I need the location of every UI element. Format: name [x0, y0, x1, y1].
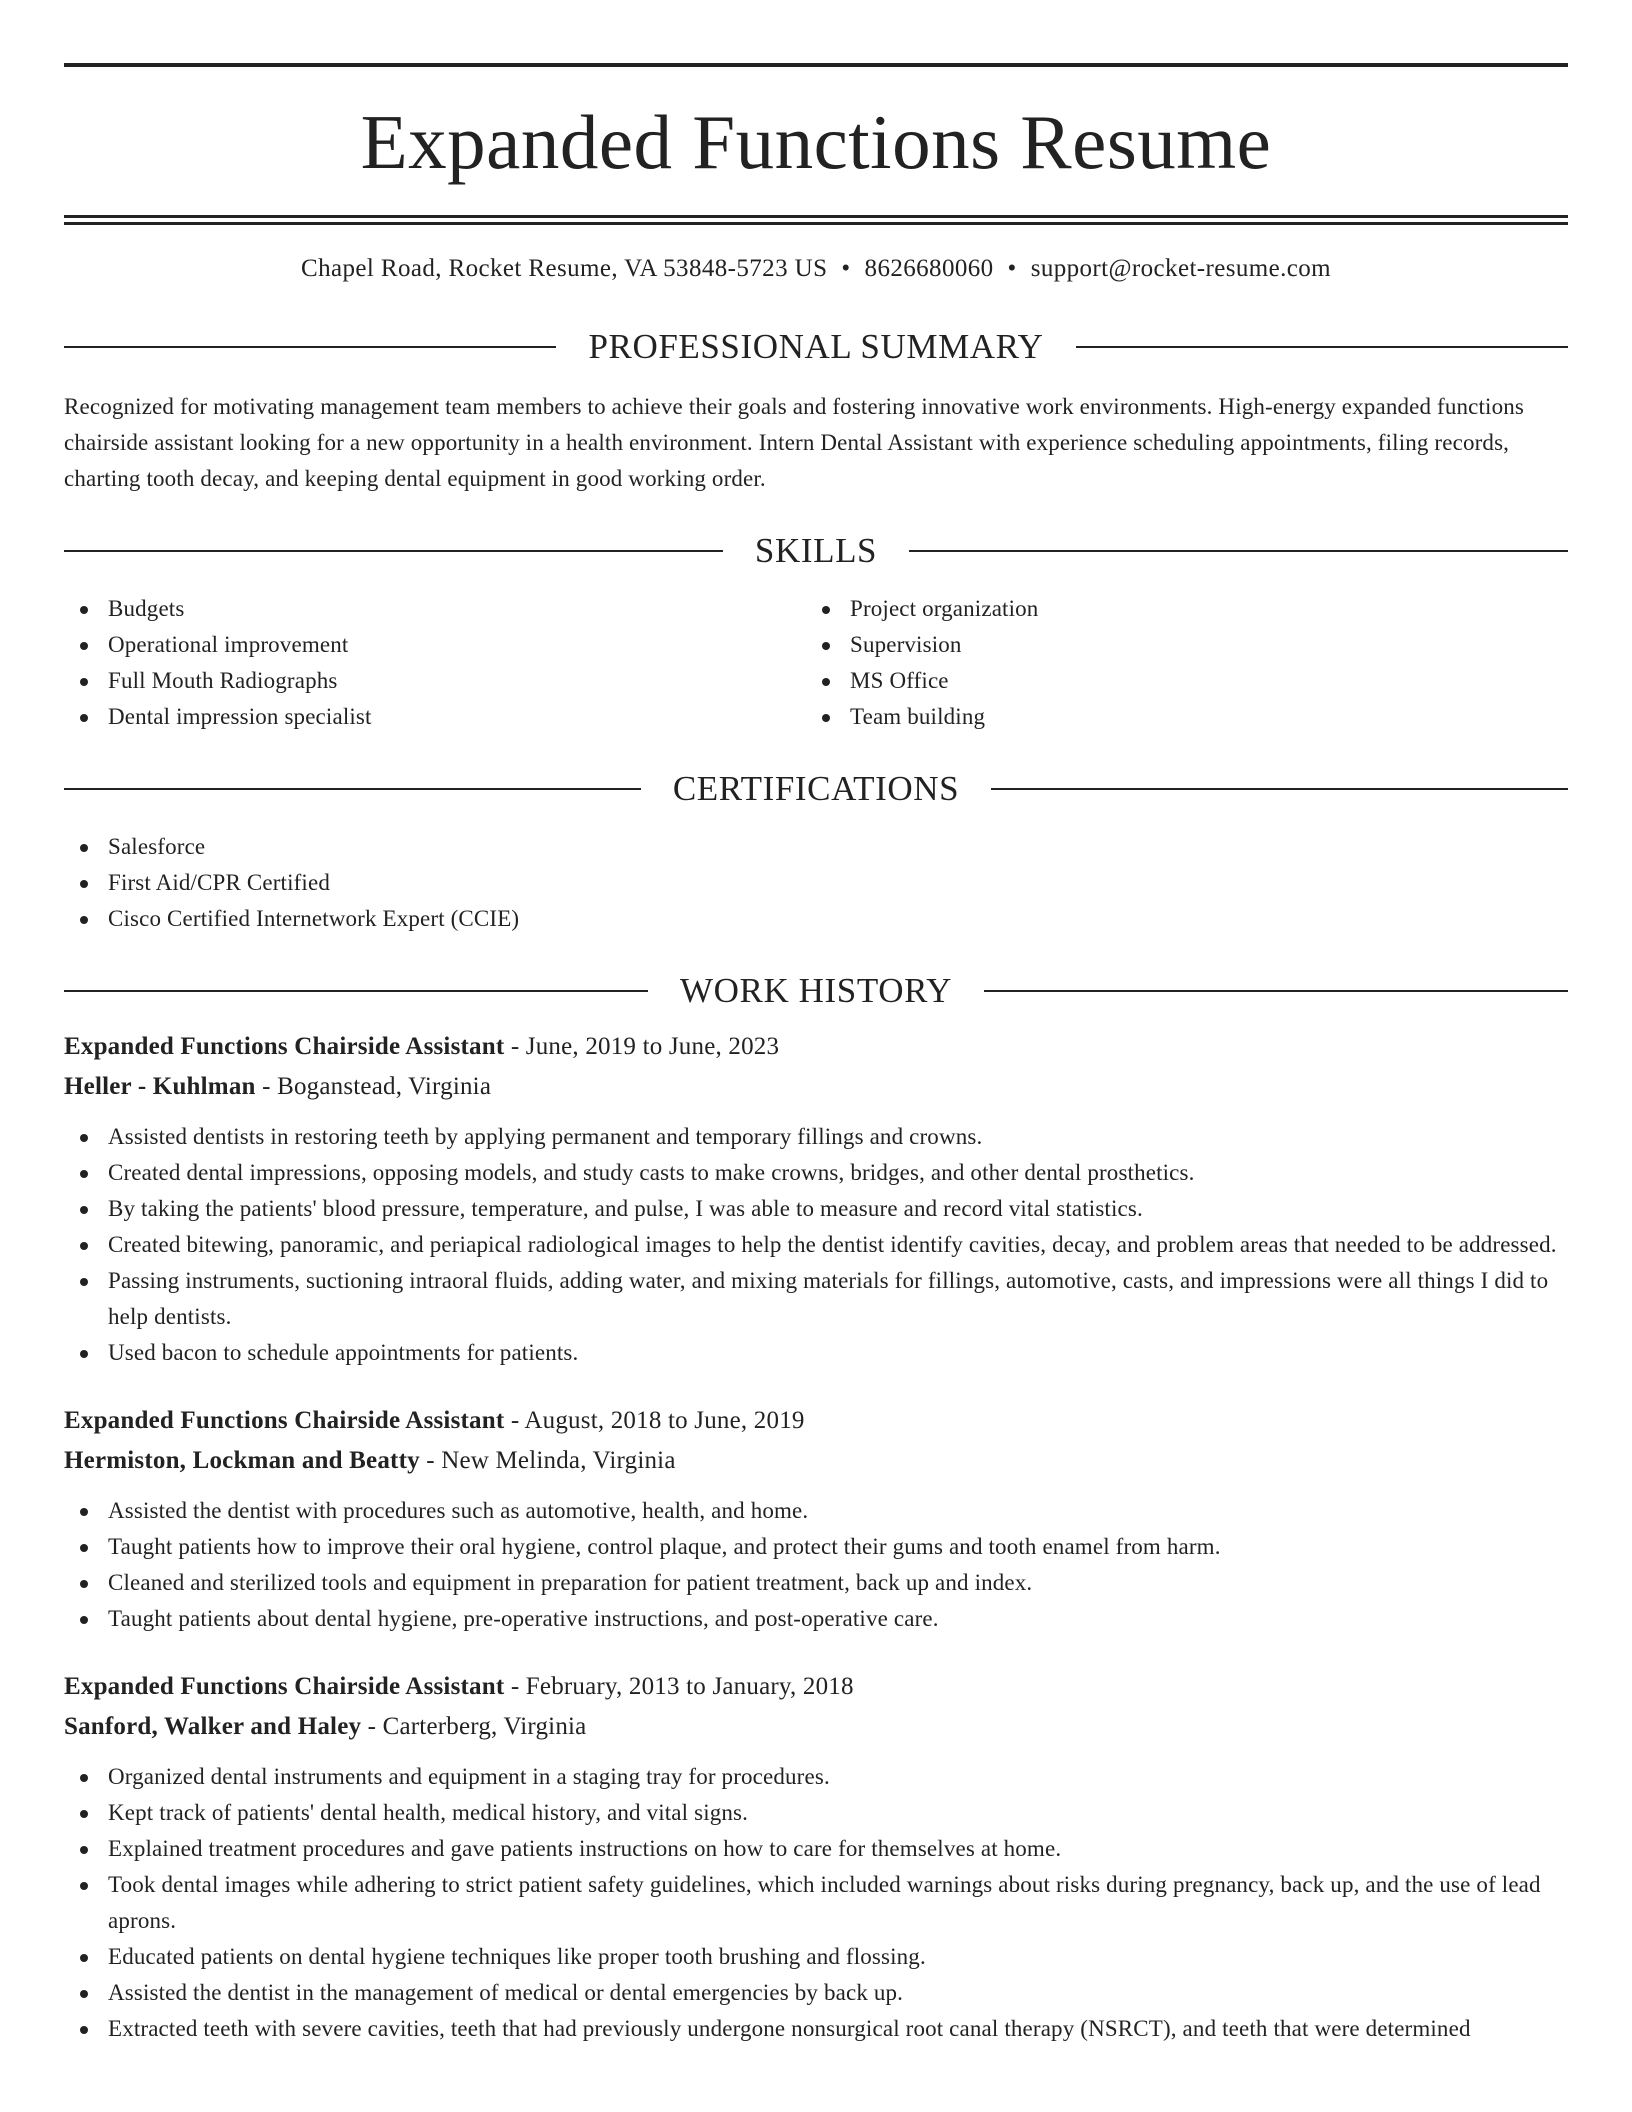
professional-summary: Recognized for motivating management team members to achieve their goals and fostering innovative work environments. High-energy expanded functions chairside assistant looking for a new opportunity in a health environment. Intern Dental Assistant with experience scheduling appointments, filing records, charting tooth decay, and keeping dental equipment in good working order.	[64, 394, 1524, 491]
job-duties	[64, 1119, 1568, 1371]
heading-rule-left	[64, 346, 556, 348]
contact-line	[64, 253, 1568, 285]
duty-item: Organized dental instruments and equipment in a staging tray for procedures.	[64, 1759, 1568, 1795]
resume-page	[64, 0, 1568, 2047]
skill-item: Supervision	[806, 627, 1548, 663]
job-company-line	[64, 1067, 1568, 1107]
contact-separator: •	[1007, 255, 1017, 282]
resume-title: Expanded Functions Resume	[360, 99, 1272, 185]
company-name: Heller - Kuhlman	[64, 1073, 256, 1100]
section-heading-skills	[64, 531, 1568, 571]
job-entry	[64, 1667, 1568, 2047]
title-double-rule	[64, 215, 1568, 225]
top-rule	[64, 63, 1568, 67]
section-title: SKILLS	[754, 531, 878, 570]
job-title: Expanded Functions Chairside Assistant	[64, 1033, 505, 1060]
skills-column-left	[64, 591, 806, 735]
duty-item: Created dental impressions, opposing models, and study casts to make crowns, bridges, and other dental prosthetics.	[64, 1155, 1568, 1191]
email: support@rocket-resume.com	[1030, 255, 1331, 282]
duty-item: Cleaned and sterilized tools and equipment in preparation for patient treatment, back up and index.	[64, 1565, 1568, 1601]
contact-separator: •	[841, 255, 851, 282]
duty-item: Assisted the dentist with procedures such as automotive, health, and home.	[64, 1493, 1568, 1529]
heading-rule-right	[1076, 346, 1568, 348]
heading-rule-right	[984, 990, 1568, 992]
duty-item: Taught patients how to improve their oral hygiene, control plaque, and protect their gums and tooth enamel from harm.	[64, 1529, 1568, 1565]
job-title: Expanded Functions Chairside Assistant	[64, 1407, 505, 1434]
section-heading-work-history	[64, 971, 1568, 1011]
skill-item: Full Mouth Radiographs	[64, 663, 806, 699]
skill-item: Team building	[806, 699, 1548, 735]
skill-item: Operational improvement	[64, 627, 806, 663]
heading-rule-right	[909, 550, 1568, 552]
job-dates: - August, 2018 to June, 2019	[510, 1407, 805, 1434]
company-location: - Carterberg, Virginia	[367, 1713, 587, 1740]
skills-column-right	[806, 591, 1548, 735]
duty-item: Explained treatment procedures and gave patients instructions on how to care for themselves at home.	[64, 1831, 1568, 1867]
heading-rule-left	[64, 550, 723, 552]
job-duties	[64, 1759, 1568, 2047]
duty-item: Created bitewing, panoramic, and periapical radiological images to help the dentist identify cavities, decay, and problem areas that needed to be addressed.	[64, 1227, 1568, 1263]
certification-item: Cisco Certified Internetwork Expert (CCIE)	[64, 901, 1568, 937]
job-title-line	[64, 1027, 1568, 1067]
heading-rule-left	[64, 788, 641, 790]
skill-item: Dental impression specialist	[64, 699, 806, 735]
skill-item: Budgets	[64, 591, 806, 627]
address: Chapel Road, Rocket Resume, VA 53848-5723 US	[301, 255, 828, 282]
job-company-line	[64, 1707, 1568, 1747]
duty-item: Taught patients about dental hygiene, pre-operative instructions, and post-operative care.	[64, 1601, 1568, 1637]
heading-rule-right	[991, 788, 1568, 790]
company-location: - New Melinda, Virginia	[426, 1447, 676, 1474]
section-heading-summary	[64, 327, 1568, 367]
company-location: - Boganstead, Virginia	[262, 1073, 492, 1100]
section-heading-certifications	[64, 769, 1568, 809]
duty-item: Kept track of patients' dental health, medical history, and vital signs.	[64, 1795, 1568, 1831]
section-title: PROFESSIONAL SUMMARY	[588, 327, 1044, 366]
duty-item: Educated patients on dental hygiene techniques like proper tooth brushing and flossing.	[64, 1939, 1568, 1975]
certification-item: Salesforce	[64, 829, 1568, 865]
duty-item: Extracted teeth with severe cavities, teeth that had previously undergone nonsurgical root canal therapy (NSRCT), and teeth that were determined	[64, 2011, 1568, 2047]
job-duties	[64, 1493, 1568, 1637]
job-entry	[64, 1027, 1568, 1371]
section-title: WORK HISTORY	[680, 971, 952, 1010]
phone: 8626680060	[864, 255, 994, 282]
certification-item: First Aid/CPR Certified	[64, 865, 1568, 901]
heading-rule-left	[64, 990, 648, 992]
job-title-line	[64, 1667, 1568, 1707]
duty-item: Passing instruments, suctioning intraoral fluids, adding water, and mixing materials for fillings, automotive, casts, and impressions were all things I did to help dentists.	[64, 1263, 1568, 1335]
duty-item: Took dental images while adhering to strict patient safety guidelines, which included warnings about risks during pregnancy, back up, and the use of lead aprons.	[64, 1867, 1568, 1939]
duty-item: By taking the patients' blood pressure, temperature, and pulse, I was able to measure and record vital statistics.	[64, 1191, 1568, 1227]
duty-item: Assisted the dentist in the management of medical or dental emergencies by back up.	[64, 1975, 1568, 2011]
job-title: Expanded Functions Chairside Assistant	[64, 1673, 505, 1700]
certifications-list	[64, 829, 1568, 937]
job-dates: - June, 2019 to June, 2023	[510, 1033, 780, 1060]
job-company-line	[64, 1441, 1568, 1481]
job-entry	[64, 1401, 1568, 1637]
job-title-line	[64, 1401, 1568, 1441]
skill-item: MS Office	[806, 663, 1548, 699]
skills-list	[64, 591, 1568, 735]
company-name: Sanford, Walker and Haley	[64, 1713, 362, 1740]
duty-item: Used bacon to schedule appointments for patients.	[64, 1335, 1568, 1371]
company-name: Hermiston, Lockman and Beatty	[64, 1447, 420, 1474]
job-dates: - February, 2013 to January, 2018	[510, 1673, 854, 1700]
duty-item: Assisted dentists in restoring teeth by applying permanent and temporary fillings and crowns.	[64, 1119, 1568, 1155]
section-title: CERTIFICATIONS	[672, 769, 960, 808]
skill-item: Project organization	[806, 591, 1548, 627]
